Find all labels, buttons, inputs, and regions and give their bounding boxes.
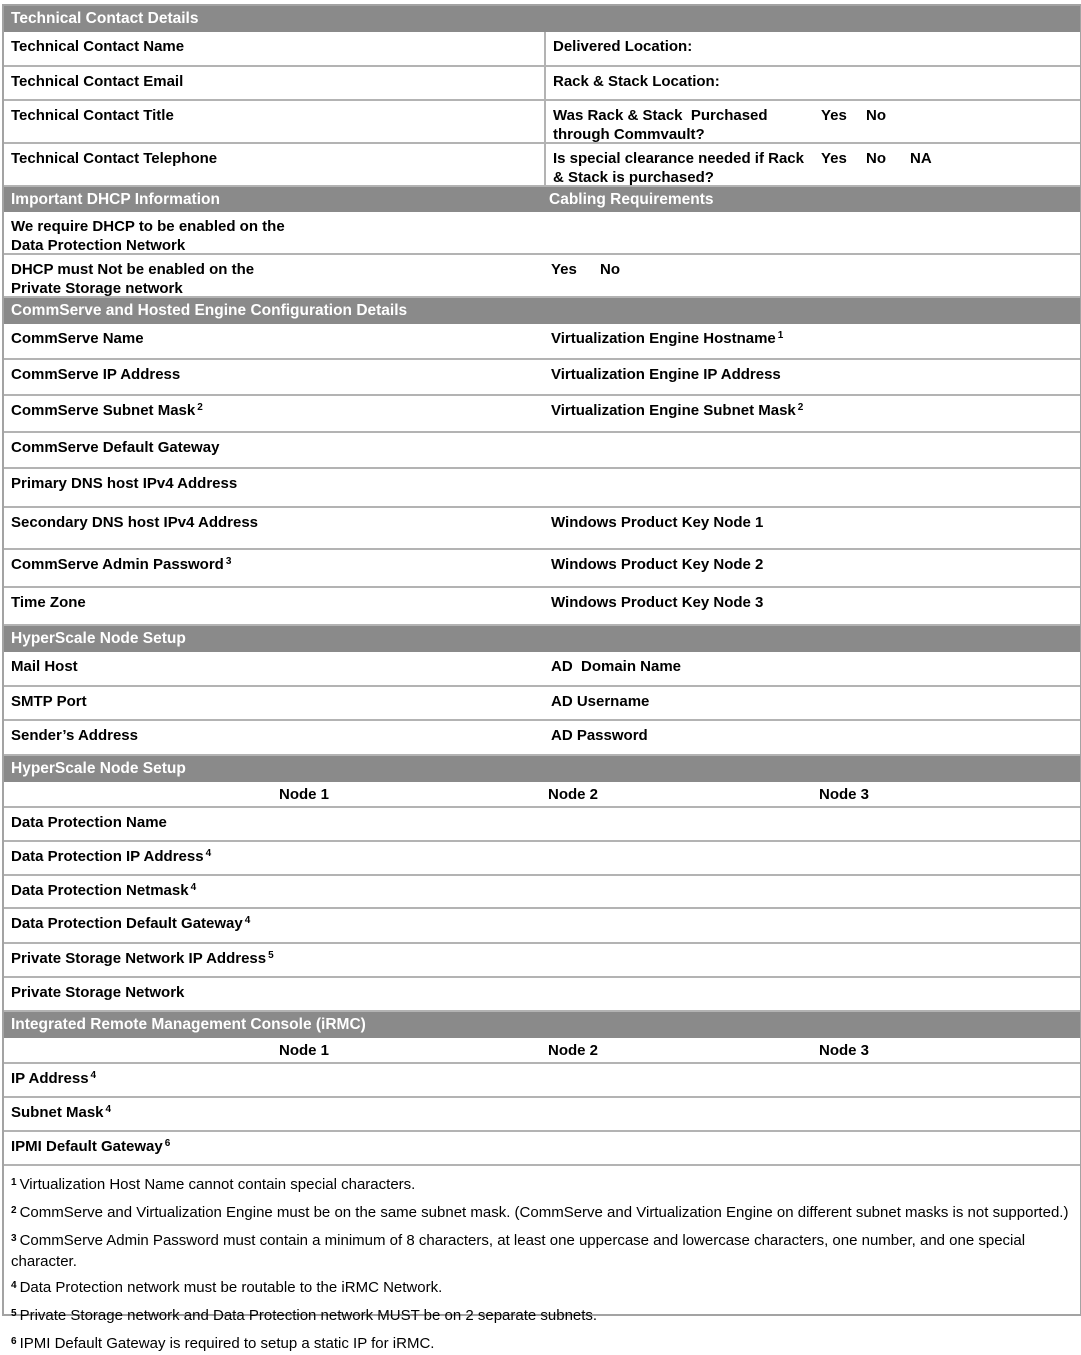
footnotes: [4, 1166, 1080, 1352]
label-text: Data Protection Name: [11, 814, 167, 831]
section-title: Technical Contact Details: [11, 10, 199, 27]
label-text: Subnet Mask: [11, 1104, 104, 1121]
row-data-protection-name: [4, 808, 1080, 842]
label-text: SMTP Port: [11, 693, 87, 710]
label-secondary-dns-host-ipv4-address: [11, 513, 258, 532]
value-cell-private-storage-network[interactable]: [544, 978, 1080, 1010]
field-cell-smtp-port[interactable]: [4, 687, 544, 719]
section-header-technical-contact-details: [4, 6, 1080, 32]
superscript-footnote-marker: 3: [11, 1233, 17, 1244]
section-title: Integrated Remote Management Console (iRMC): [11, 1016, 366, 1033]
value-cell-data-protection-default-gateway[interactable]: [544, 909, 1080, 942]
label-text: IPMI Default Gateway: [11, 1138, 163, 1155]
value-cell-ip-address[interactable]: [544, 1064, 1080, 1096]
footnote-text: Virtualization Host Name cannot contain special characters.: [19, 1176, 416, 1193]
row-sender-s-address: [4, 721, 1080, 756]
value-cell-commserve-admin-password[interactable]: [544, 550, 1080, 586]
row-data-protection-ip-address: [4, 842, 1080, 876]
label-text: Private Storage Network IP Address: [11, 950, 267, 967]
label-primary-dns-host-ipv4-address: [11, 474, 237, 493]
label-technical-contact-telephone: [11, 149, 217, 168]
node-column-node-2: Node 2: [547, 1042, 599, 1059]
label-smtp-port: [11, 692, 87, 711]
label-commserve-admin-password: [11, 555, 231, 576]
label-text: Technical Contact Title: [11, 107, 174, 124]
label-data-protection-default-gateway: [11, 914, 250, 935]
field-cell-technical-contact-telephone[interactable]: [4, 144, 544, 185]
row-commserve-default-gateway: [4, 433, 1080, 469]
row-commserve-admin-password: [4, 550, 1080, 588]
field-cell-mail-host[interactable]: [4, 652, 544, 685]
choice-yes[interactable]: Yes: [821, 150, 847, 167]
row-subnet-mask: [4, 1098, 1080, 1132]
superscript-footnote-marker: 5: [268, 950, 274, 961]
field-cell-sender-s-address[interactable]: [4, 721, 544, 754]
value-cell-technical-contact-title[interactable]: [544, 101, 1080, 142]
section-header-cabling-requirements: Cabling Requirements: [549, 190, 714, 208]
value-cell-primary-dns-host-ipv4-address[interactable]: [544, 469, 1080, 506]
label-time-zone: [11, 593, 86, 612]
row-technical-contact-title: [4, 101, 1080, 144]
label-data-protection-name: [11, 813, 167, 832]
label-commserve-ip-address: [11, 365, 180, 384]
footnote-3: [11, 1231, 1070, 1271]
label-text: IP Address: [11, 1070, 89, 1087]
row-technical-contact-name: [4, 32, 1080, 67]
section-header-hyperscale-node-setup: [4, 756, 1080, 782]
footnote-6: [11, 1334, 1070, 1355]
field-cell-private-storage-network[interactable]: [4, 978, 544, 1010]
value-cell-commserve-name[interactable]: [544, 324, 1080, 358]
label-text: We require DHCP to be enabled on the Data Protection Network: [11, 218, 289, 254]
label-windows-product-key-node-3: [551, 593, 763, 612]
label-text: Windows Product Key Node 2: [551, 556, 764, 573]
label-sender-s-address: [11, 726, 138, 745]
value-cell-secondary-dns-host-ipv4-address[interactable]: [544, 508, 1080, 548]
row-time-zone: [4, 588, 1080, 626]
superscript-footnote-marker: 4: [205, 848, 212, 859]
node-column-node-1: Node 1: [278, 786, 330, 803]
value-cell-dhcp-must-not-be-enabled-on-the-private-storage-network[interactable]: [544, 255, 1080, 296]
choice-yes[interactable]: Yes: [551, 261, 577, 278]
value-cell-subnet-mask[interactable]: [544, 1098, 1080, 1130]
label-private-storage-network-ip-address: [11, 949, 274, 970]
footnote-text: CommServe Admin Password must contain a minimum of 8 characters, at least one uppercase and lowercase characters, one number, and one special character.: [11, 1232, 1026, 1270]
node-column-node-1: Node 1: [278, 1042, 330, 1059]
label-text: Time Zone: [11, 594, 86, 611]
label-text: CommServe Name: [11, 330, 144, 347]
field-cell-time-zone[interactable]: [4, 588, 544, 624]
row-primary-dns-host-ipv4-address: [4, 469, 1080, 508]
field-cell-commserve-subnet-mask[interactable]: [4, 396, 544, 431]
label-ipmi-default-gateway: [11, 1137, 170, 1158]
row-smtp-port: [4, 687, 1080, 721]
label-mail-host: [11, 657, 78, 676]
node-column-node-3: Node 3: [818, 786, 870, 803]
field-cell-dhcp-must-not-be-enabled-on-the-private-storage-network[interactable]: [4, 255, 544, 296]
node-column-node-3: Node 3: [818, 1042, 870, 1059]
section-header-important-dhcp-information: [4, 187, 1080, 212]
label-text: CommServe Subnet Mask: [11, 402, 196, 419]
label-text: AD Username: [551, 693, 650, 710]
label-text: CommServe Default Gateway: [11, 439, 220, 456]
row-private-storage-network-ip-address: [4, 944, 1080, 978]
label-text: DHCP must Not be enabled on the Private Storage network: [11, 261, 259, 297]
label-is-special-clearance-needed-if-rack-stack-is-purchased: [553, 149, 813, 187]
label-virtualization-engine-hostname: [551, 329, 783, 350]
field-cell-we-require-dhcp-to-be-enabled-on-the-data-protection-network[interactable]: [4, 212, 544, 253]
label-commserve-default-gateway: [11, 438, 219, 457]
value-cell-commserve-default-gateway[interactable]: [544, 433, 1080, 467]
label-ad-password: [551, 726, 648, 745]
label-text: Was Rack & Stack Purchased through Commvault?: [553, 107, 772, 143]
node-column-node-2: Node 2: [547, 786, 599, 803]
section-header-commserve-and-hosted-engine-configuration-details: [4, 298, 1080, 324]
superscript-footnote-marker: 6: [11, 1336, 17, 1347]
label-rack-stack-location: [553, 72, 720, 91]
label-text: Primary DNS host IPv4 Address: [11, 475, 238, 492]
field-cell-data-protection-name[interactable]: [4, 808, 544, 840]
row-dhcp-must-not-be-enabled-on-the-private-storage-network: [4, 255, 1080, 298]
value-cell-technical-contact-telephone[interactable]: [544, 144, 1080, 185]
section-header-hyperscale-node-setup: [4, 626, 1080, 652]
footnote-text: Data Protection network must be routable to the iRMC Network.: [19, 1279, 443, 1296]
superscript-footnote-marker: 5: [11, 1308, 17, 1319]
row-we-require-dhcp-to-be-enabled-on-the-data-protection-network: [4, 212, 1080, 255]
value-cell-sender-s-address[interactable]: [544, 721, 1080, 754]
superscript-footnote-marker: 3: [225, 556, 232, 567]
row-commserve-name: [4, 324, 1080, 360]
superscript-footnote-marker: 4: [244, 915, 251, 926]
label-text: Technical Contact Telephone: [11, 150, 218, 167]
value-cell-technical-contact-email[interactable]: [544, 67, 1080, 99]
label-commserve-name: [11, 329, 144, 348]
superscript-footnote-marker: 4: [190, 882, 197, 893]
field-cell-primary-dns-host-ipv4-address[interactable]: [4, 469, 544, 506]
footnote-1: [11, 1175, 1070, 1196]
row-technical-contact-telephone: [4, 144, 1080, 187]
superscript-footnote-marker: 4: [11, 1280, 17, 1291]
label-technical-contact-name: [11, 37, 184, 56]
label-text: Virtualization Engine Hostname: [551, 330, 776, 347]
choice-no[interactable]: No: [866, 150, 886, 167]
label-text: Private Storage Network: [11, 984, 185, 1001]
row-data-protection-netmask: [4, 876, 1080, 909]
section-title: HyperScale Node Setup: [11, 630, 186, 647]
row-secondary-dns-host-ipv4-address: [4, 508, 1080, 550]
value-cell-time-zone[interactable]: [544, 588, 1080, 624]
label-text: Virtualization Engine Subnet Mask: [551, 402, 796, 419]
label-text: Technical Contact Name: [11, 38, 185, 55]
superscript-footnote-marker: 2: [197, 402, 203, 413]
footnote-text: CommServe and Virtualization Engine must be on the same subnet mask. (CommServe and Virtualization Engine on different subnet masks is not supported.): [19, 1204, 1069, 1221]
field-cell-secondary-dns-host-ipv4-address[interactable]: [4, 508, 544, 548]
choice-na[interactable]: NA: [910, 150, 932, 167]
superscript-footnote-marker: 4: [105, 1104, 112, 1115]
label-ad-username: [551, 692, 649, 711]
label-private-storage-network: [11, 983, 184, 1002]
label-text: Data Protection Netmask: [11, 882, 189, 899]
field-cell-data-protection-ip-address[interactable]: [4, 842, 544, 874]
label-subnet-mask: [11, 1103, 111, 1124]
footnote-text: IPMI Default Gateway is required to setup a static IP for iRMC.: [19, 1335, 435, 1352]
field-cell-technical-contact-title[interactable]: [4, 101, 544, 142]
row-mail-host: [4, 652, 1080, 687]
label-windows-product-key-node-2: [551, 555, 763, 574]
field-cell-subnet-mask[interactable]: [4, 1098, 544, 1130]
label-text: Delivered Location:: [553, 38, 693, 55]
footnote-2: [11, 1203, 1070, 1224]
value-cell-smtp-port[interactable]: [544, 687, 1080, 719]
label-text: AD Domain Name: [551, 658, 682, 675]
choice-yes[interactable]: Yes: [821, 107, 847, 124]
label-text: Technical Contact Email: [11, 73, 184, 90]
value-cell-mail-host[interactable]: [544, 652, 1080, 685]
label-text: Virtualization Engine IP Address: [551, 366, 781, 383]
value-cell-ipmi-default-gateway[interactable]: [544, 1132, 1080, 1164]
label-delivered-location: [553, 37, 692, 56]
label-text: Sender’s Address: [11, 727, 138, 744]
value-cell-data-protection-name[interactable]: [544, 808, 1080, 840]
value-cell-data-protection-netmask[interactable]: [544, 876, 1080, 907]
label-text: Secondary DNS host IPv4 Address: [11, 514, 259, 531]
label-virtualization-engine-subnet-mask: [551, 401, 803, 422]
row-private-storage-network: [4, 978, 1080, 1012]
section-title: HyperScale Node Setup: [11, 760, 186, 777]
label-ip-address: [11, 1069, 96, 1090]
label-text: Rack & Stack Location:: [553, 73, 720, 90]
label-commserve-subnet-mask: [11, 401, 203, 422]
label-ad-domain-name: [551, 657, 681, 676]
label-windows-product-key-node-1: [551, 513, 763, 532]
value-cell-technical-contact-name[interactable]: [544, 32, 1080, 65]
label-technical-contact-title: [11, 106, 174, 125]
superscript-footnote-marker: 6: [164, 1138, 171, 1149]
section-title: Important DHCP Information: [11, 190, 220, 208]
label-text: CommServe IP Address: [11, 366, 181, 383]
label-text: Windows Product Key Node 3: [551, 594, 764, 611]
section-header-integrated-remote-management-console-irmc: [4, 1012, 1080, 1038]
field-cell-private-storage-network-ip-address[interactable]: [4, 944, 544, 976]
field-cell-commserve-name[interactable]: [4, 324, 544, 358]
value-cell-we-require-dhcp-to-be-enabled-on-the-data-protection-network[interactable]: [544, 212, 1080, 253]
label-was-rack-stack-purchased-through-commvault: [553, 106, 813, 144]
label-virtualization-engine-ip-address: [551, 365, 781, 384]
label-text: CommServe Admin Password: [11, 556, 224, 573]
field-cell-data-protection-netmask[interactable]: [4, 876, 544, 907]
value-cell-commserve-ip-address[interactable]: [544, 360, 1080, 394]
superscript-footnote-marker: 2: [797, 402, 804, 413]
value-cell-commserve-subnet-mask[interactable]: [544, 396, 1080, 431]
label-text: Is special clearance needed if Rack & Stack is purchased?: [553, 150, 809, 186]
row-ip-address: [4, 1064, 1080, 1098]
section-title: CommServe and Hosted Engine Configuration Details: [11, 302, 408, 319]
label-text: Data Protection Default Gateway: [11, 915, 243, 932]
label-text: Windows Product Key Node 1: [551, 514, 764, 531]
field-cell-ip-address[interactable]: [4, 1064, 544, 1096]
row-commserve-subnet-mask: [4, 396, 1080, 433]
choice-no[interactable]: No: [600, 261, 620, 278]
footnote-4: [11, 1278, 1070, 1299]
field-cell-commserve-default-gateway[interactable]: [4, 433, 544, 467]
choice-no[interactable]: No: [866, 107, 886, 124]
value-cell-data-protection-ip-address[interactable]: [544, 842, 1080, 874]
label-technical-contact-email: [11, 72, 183, 91]
row-ipmi-default-gateway: [4, 1132, 1080, 1166]
superscript-footnote-marker: 2: [11, 1205, 17, 1216]
label-text: Mail Host: [11, 658, 78, 675]
row-data-protection-default-gateway: [4, 909, 1080, 944]
node-columns-header-row: [4, 782, 1080, 808]
label-text: AD Password: [551, 727, 648, 744]
node-columns-header-row: [4, 1038, 1080, 1064]
footnote-5: [11, 1306, 1070, 1327]
superscript-footnote-marker: 1: [777, 330, 784, 341]
label-dhcp-must-not-be-enabled-on-the-private-storage-network: [11, 260, 301, 298]
configuration-worksheet-table: [2, 4, 1081, 1352]
label-we-require-dhcp-to-be-enabled-on-the-data-protection-network: [11, 217, 301, 255]
field-cell-technical-contact-name[interactable]: [4, 32, 544, 65]
footnote-text: Private Storage network and Data Protection network MUST be on 2 separate subnets.: [19, 1307, 598, 1324]
field-cell-ipmi-default-gateway[interactable]: [4, 1132, 544, 1164]
superscript-footnote-marker: 1: [11, 1177, 17, 1188]
label-data-protection-netmask: [11, 881, 196, 902]
value-cell-private-storage-network-ip-address[interactable]: [544, 944, 1080, 976]
field-cell-data-protection-default-gateway[interactable]: [4, 909, 544, 942]
row-technical-contact-email: [4, 67, 1080, 101]
field-cell-technical-contact-email[interactable]: [4, 67, 544, 99]
label-data-protection-ip-address: [11, 847, 211, 868]
field-cell-commserve-admin-password[interactable]: [4, 550, 544, 586]
row-commserve-ip-address: [4, 360, 1080, 396]
label-text: Data Protection IP Address: [11, 848, 204, 865]
field-cell-commserve-ip-address[interactable]: [4, 360, 544, 394]
superscript-footnote-marker: 4: [90, 1070, 97, 1081]
